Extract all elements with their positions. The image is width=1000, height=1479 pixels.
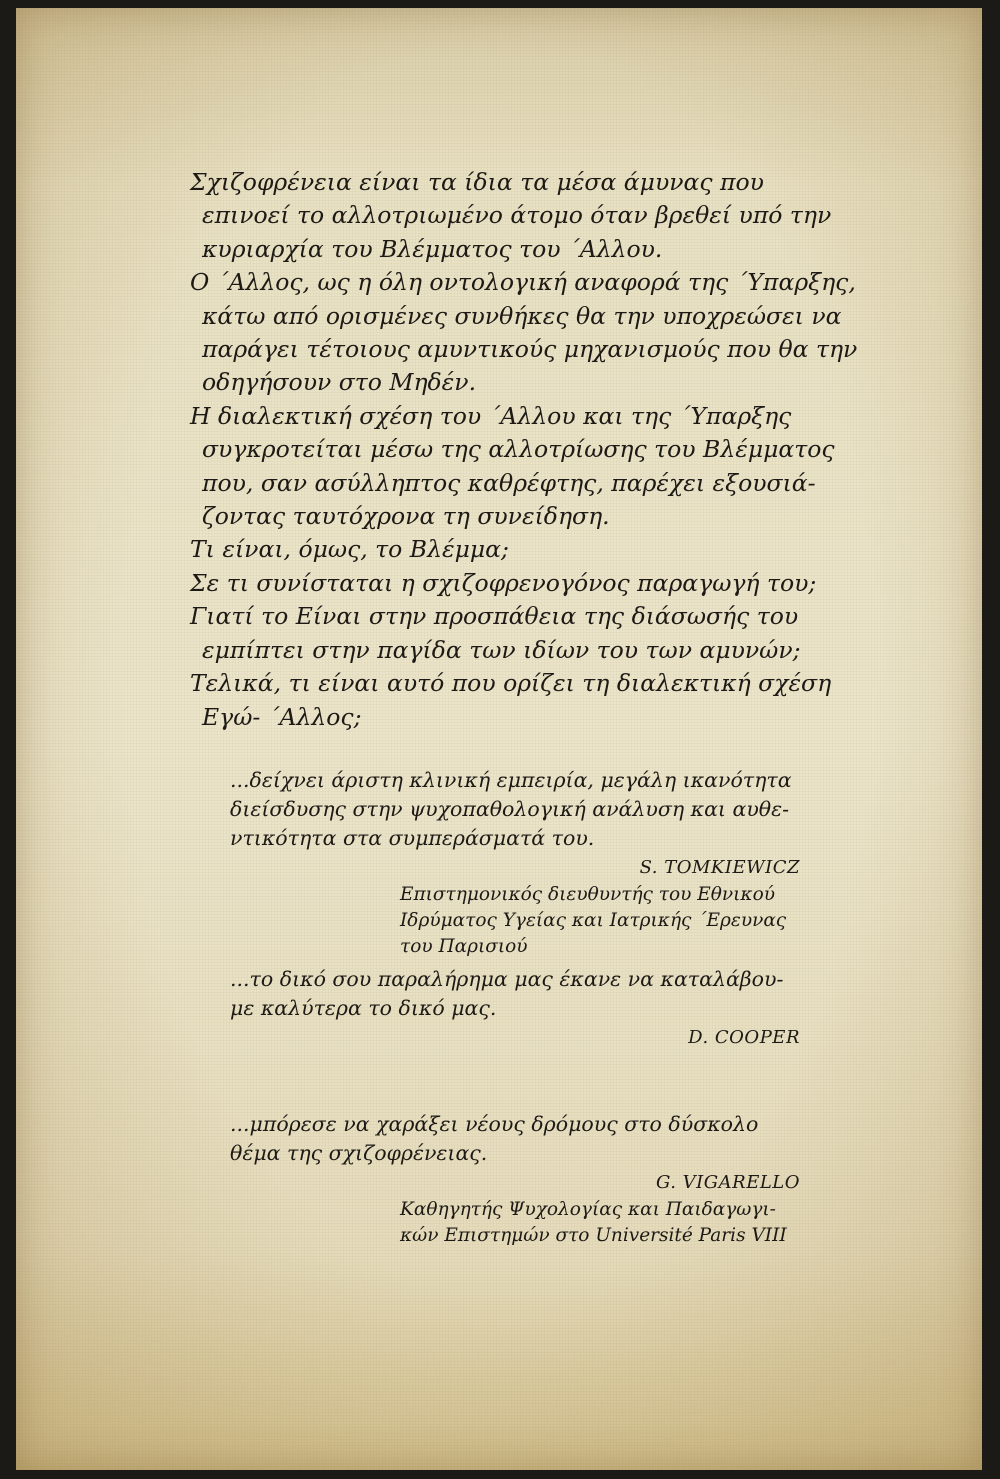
blurb-line: ζοντας ταυτόχρονα τη συνείδηση. — [202, 502, 610, 531]
main-blurb — [190, 166, 858, 734]
author-affiliation: Καθηγητής Ψυχολογίας και Παιδαγωγι- — [400, 1199, 776, 1220]
quote-author: G. VIGARELLO — [655, 1172, 800, 1193]
quote-author: D. COOPER — [688, 1027, 800, 1048]
blurb-line: Σχιζοφρένεια είναι τα ίδια τα μέσα άμυνας που — [190, 168, 764, 196]
blurb-line: Εγώ- ΄Αλλος; — [202, 702, 362, 731]
quote-line: διείσδυσης στην ψυχοπαθολογική ανάλυση και αυθε- — [230, 797, 790, 821]
blurb-line: κυριαρχία του Βλέμματος του ΄Αλλου. — [202, 234, 663, 263]
blurb-line: επινοεί το αλλοτριωμένο άτομο όταν βρεθεί υπό την — [202, 201, 832, 230]
blurb-line: Τελικά, τι είναι αυτό που ορίζει τη διαλεκτική σχέση — [190, 669, 832, 698]
author-affiliation: Ιδρύματος Υγείας και Ιατρικής ΄Ερευνας — [400, 910, 787, 931]
blurb-line: Τι είναι, όμως, το Βλέμμα; — [190, 535, 509, 564]
quote-line: ντικότητα στα συμπεράσματά του. — [230, 826, 595, 850]
quote-vigarello — [230, 1110, 810, 1249]
blurb-line: Ο ΄Αλλος, ως η όλη οντολογική αναφορά της ΄Υπαρξης, — [190, 268, 856, 297]
blurb-line: οδηγήσουν στο Μηδέν. — [202, 368, 477, 397]
author-affiliation: κών Επιστημών στο Université Paris VIII — [400, 1225, 787, 1246]
quote-tomkiewicz — [230, 766, 810, 960]
blurb-line: συγκροτείται μέσω της αλλοτρίωσης του Βλέμματος — [202, 435, 835, 464]
blurb-line: που, σαν ασύλληπτος καθρέφτης, παρέχει εξουσιά- — [202, 468, 816, 497]
quote-cooper — [230, 965, 810, 1052]
blurb-line: Σε τι συνίσταται η σχιζοφρενογόνος παραγωγή του; — [190, 568, 817, 597]
quote-line: με καλύτερα το δικό μας. — [230, 996, 497, 1020]
quote-line: ...το δικό σου παραλήρημα μας έκανε να καταλάβου- — [230, 967, 784, 991]
blurb-line: κάτω από ορισμένες συνθήκες θα την υποχρεώσει να — [202, 301, 842, 330]
blurb-line: Γιατί το Είναι στην προσπάθεια της διάσωσής του — [190, 602, 799, 631]
quote-author: S. TOMKIEWICZ — [639, 857, 800, 878]
author-affiliation: του Παρισιού — [400, 936, 528, 957]
blurb-line: Η διαλεκτική σχέση του ΄Αλλου και της ΄Υπαρξης — [190, 401, 792, 430]
book-back-cover — [16, 8, 982, 1470]
quote-line: ...μπόρεσε να χαράξει νέους δρόμους στο δύσκολο — [230, 1112, 759, 1136]
author-affiliation: Επιστημονικός διευθυντής του Εθνικού — [400, 884, 775, 905]
quote-line: ...δείχνει άριστη κλινική εμπειρία, μεγάλη ικανότητα — [230, 768, 792, 792]
blurb-line: εμπίπτει στην παγίδα των ιδίων του των αμυνών; — [202, 635, 801, 664]
blurb-line: παράγει τέτοιους αμυντικούς μηχανισμούς που θα την — [202, 335, 858, 364]
quote-line: θέμα της σχιζοφρένειας. — [230, 1141, 488, 1165]
